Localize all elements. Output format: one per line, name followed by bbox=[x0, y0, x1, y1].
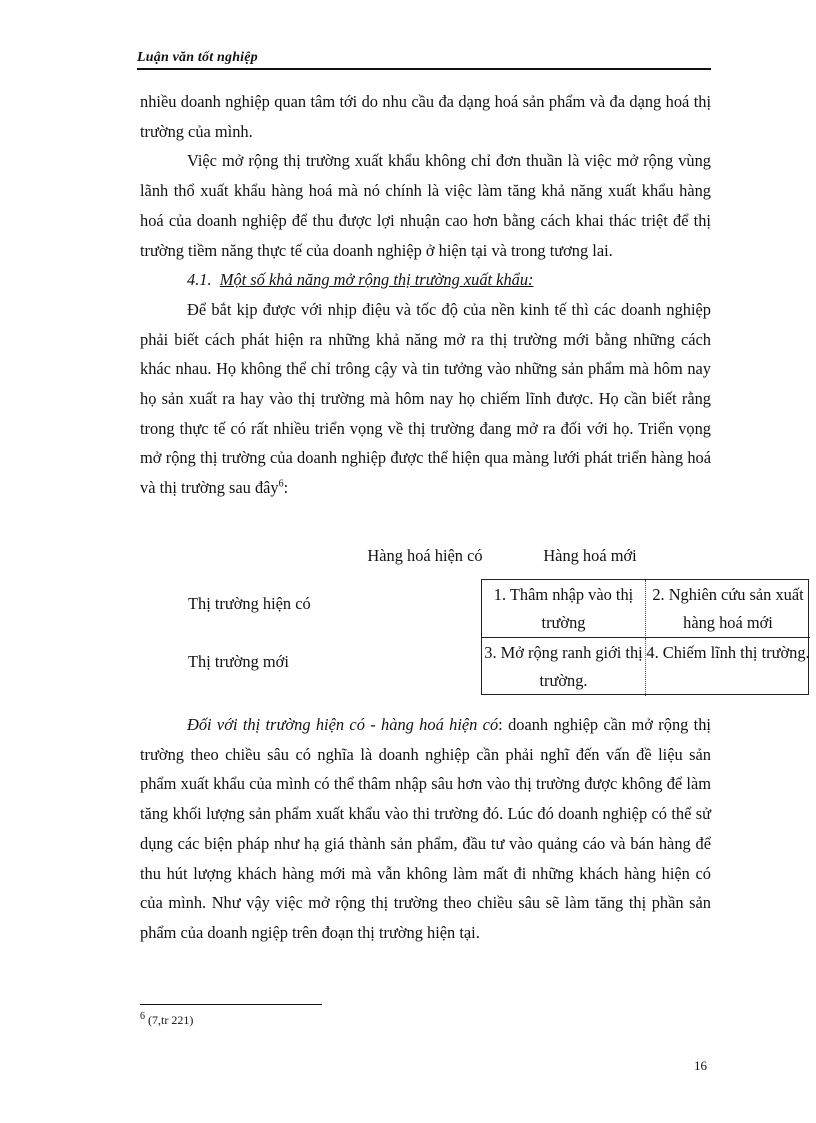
paragraph-existing-market bbox=[140, 710, 711, 948]
matrix-cell-market-extension: 3. Mở rộng ranh giới thị trường. bbox=[482, 638, 646, 696]
footnote-mark: 6 bbox=[140, 1011, 145, 1022]
paragraph-opportunities-text: Để bắt kịp được với nhịp điệu và tốc độ của nền kinh tế thì các doanh nghiệp phải biết cách phát hiện ra những khả năng mở ra thị trường mới bằng những cách khác nhau. Họ không thể chỉ trông cậy và tin tưởng vào những sản phẩm mà hôm nay họ sản xuất ra hay vào thị trường mà hôm nay họ chiếm lĩnh được. Họ cần biết rằng trong thực tế có rất nhiều triển vọng về thị trường đang mở ra đối với họ. Triển vọng mở rộng thị trường của doanh nghiệp được thể hiện qua màng lưới phát triển hàng hoá và thị trường sau đây bbox=[140, 299, 711, 498]
paragraph-opportunities-end: : bbox=[283, 478, 289, 498]
product-market-matrix bbox=[140, 540, 810, 700]
footnote bbox=[140, 1013, 193, 1028]
row-label-new-market: Thị trường mới bbox=[188, 652, 289, 671]
body-top bbox=[140, 87, 711, 503]
col-header-new-goods: Hàng hoá mới bbox=[543, 546, 637, 565]
footnote-text: (7,tr 221) bbox=[145, 1013, 194, 1027]
row-label-existing-market: Thị trường hiện có bbox=[188, 594, 311, 613]
paragraph-continuation: nhiều doanh nghiệp quan tâm tới do nhu cầu đa dạng hoá sản phẩm và đa dạng hoá thị trường của mình. bbox=[140, 92, 711, 141]
paragraph-existing-market-text: : doanh nghiệp cần mở rộng thị trường theo chiều sâu có nghĩa là doanh nghiệp cần phải nghĩ đến vấn đề liệu sản phẩm xuất khẩu của mình có thể thâm nhập sâu hơn vào thị trường được không để làm tăng khối lượng sản phẩm xuất khẩu vào thi trường đó. Lúc đó doanh nghiệp có thể sử dụng các biện pháp như hạ giá thành sản phẩm, đầu tư vào quảng cáo và bán hàng để thu hút lượng khách hàng mới mà vẫn không làm mất đi những khách hàng hiện có của mình. Như vậy việc mở rộng thị trường theo chiều sâu sẽ làm tăng thị phần sản phẩm của doanh ngiệp trên đoạn thị trường hiện tại. bbox=[140, 715, 711, 942]
body-bottom bbox=[140, 710, 711, 948]
matrix-cell-new-product: 2. Nghiên cứu sản xuất hàng hoá mới bbox=[646, 580, 810, 638]
section-title: Một số khả năng mở rộng thị trường xuất khẩu: bbox=[219, 270, 534, 290]
header-title: Luận văn tốt nghiệp bbox=[137, 50, 258, 65]
paragraph-opportunities bbox=[140, 295, 711, 503]
matrix-grid bbox=[481, 579, 809, 695]
section-number: 4.1. bbox=[187, 270, 212, 290]
footnote-rule bbox=[140, 1004, 322, 1005]
matrix-cell-penetration: 1. Thâm nhập vào thị trường bbox=[482, 580, 646, 638]
matrix-cell-market-capture: 4. Chiếm lĩnh thị trường. bbox=[646, 643, 810, 662]
paragraph-market-expansion: Việc mở rộng thị trường xuất khẩu không chỉ đơn thuần là việc mở rộng vùng lãnh thổ xuất khẩu hàng hoá mà nó chính là việc làm tăng khả năng xuất khẩu hàng hoá của doanh nghiệp để thu được lợi nhuận cao hơn bằng cách khai thác triệt để thị trường tiềm năng thực tế của doanh nghiệp ở hiện tại và trong tương lai. bbox=[140, 151, 711, 260]
col-header-existing-goods: Hàng hoá hiện có bbox=[367, 546, 483, 565]
footnote-reference: 6 bbox=[278, 478, 284, 490]
page-number: 16 bbox=[694, 1058, 707, 1073]
header-rule bbox=[137, 68, 711, 70]
page-header bbox=[137, 50, 711, 72]
paragraph-existing-market-lead: Đối với thị trường hiện có - hàng hoá hiện có bbox=[187, 715, 499, 734]
section-heading bbox=[140, 265, 711, 295]
